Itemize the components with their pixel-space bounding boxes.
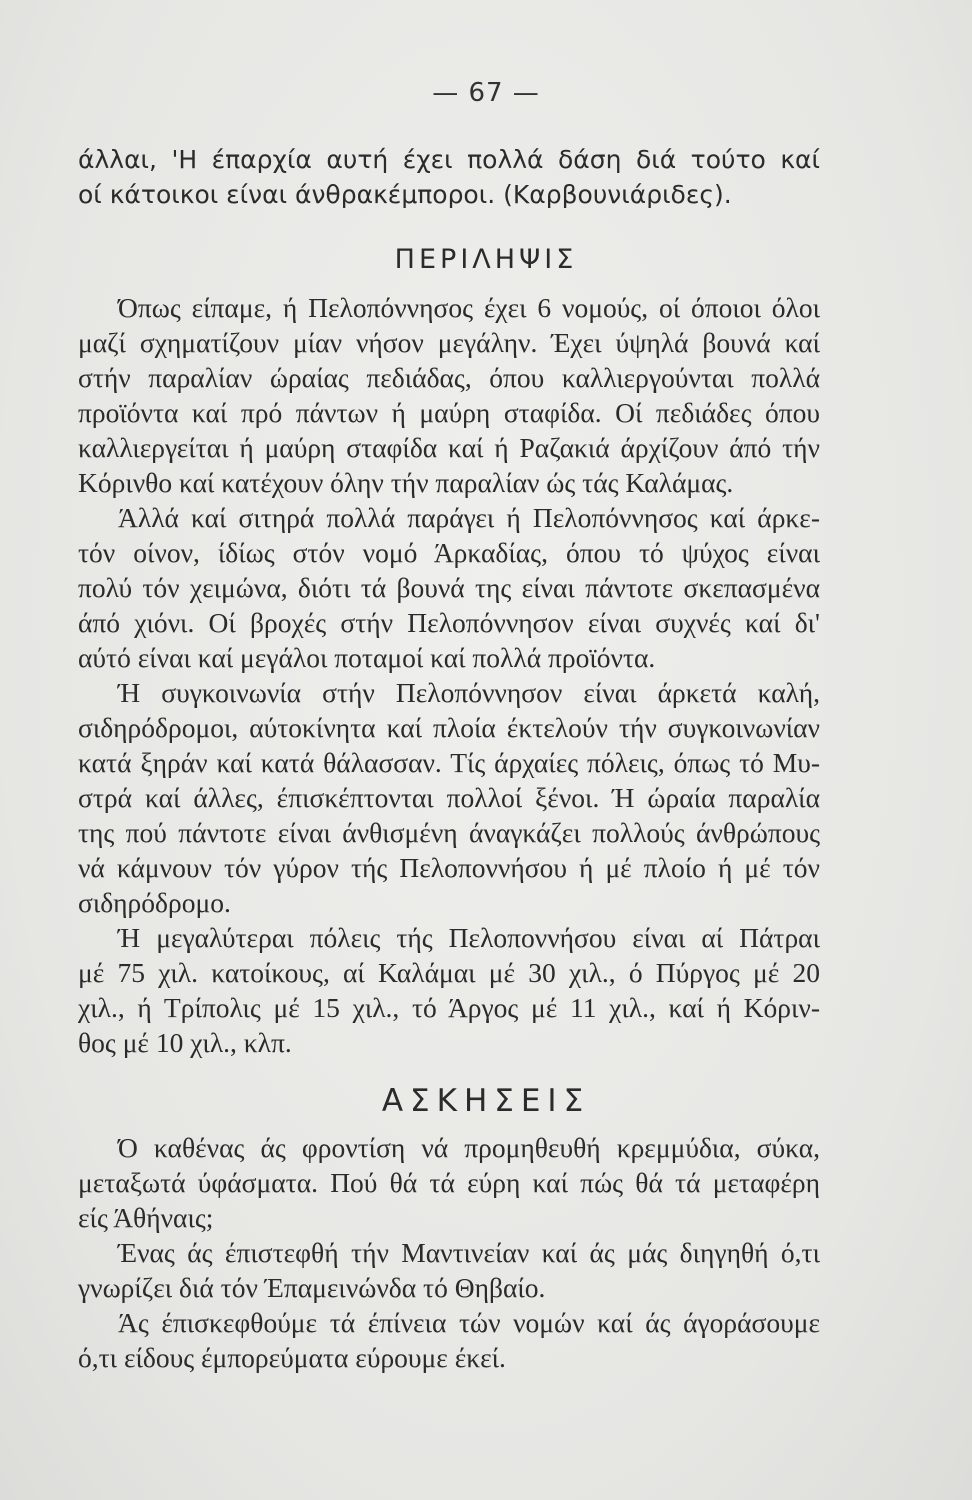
text-line: καλλιεργείται ή μαύρη σταφίδα καί ή Ραζακιά άρχίζουν άπό τήν (78, 432, 820, 463)
text-line: στρά καί άλλες, έπισκέπτονται πολλοί ξένοι. Ή ώραία παραλία (78, 782, 820, 813)
text-line: πολύ τόν χειμώνα, διότι τά βουνά της είναι πάντοτε σκεπασμένα (78, 572, 820, 603)
exercises-section (78, 1130, 820, 1375)
summary-paragraph-3 (78, 675, 820, 920)
exercise-paragraph-3 (78, 1305, 820, 1375)
text-line: οί κάτοικοι είναι άνθρακέμποροι. (Καρβουνιάριδες). (78, 180, 732, 209)
text-line: θος μέ 10 χιλ., κλπ. (78, 1027, 292, 1058)
text-line: Ή μεγαλύτεραι πόλεις τής Πελοποννήσου είναι αί Πάτραι (118, 922, 820, 953)
text-line: σιδηρόδρομοι, αύτοκίνητα καί πλοία έκτελούν τήν συγκοινωνίαν (78, 712, 820, 743)
text-line: Άς έπισκεφθούμε τά έπίνεια τών νομών καί άς άγοράσουμε (118, 1307, 820, 1338)
text-line: αύτό είναι καί μεγάλοι ποταμοί καί πολλά προϊόντα. (78, 642, 656, 673)
text-line: γνωρίζει διά τόν Έπαμεινώνδα τό Θηβαίο. (78, 1272, 546, 1303)
text-line: Όπως είπαμε, ή Πελοπόννησος έχει 6 νομούς, οί όποιοι όλοι (118, 292, 820, 323)
text-line: Κόρινθο καί κατέχουν όλην τήν παραλίαν ώς τάς Καλάμας. (78, 467, 734, 498)
text-line: μέ 75 χιλ. κατοίκους, αί Καλάμαι μέ 30 χιλ., ό Πύργος μέ 20 (78, 957, 820, 988)
text-line: προϊόντα καί πρό πάντων ή μαύρη σταφίδα. Οί πεδιάδες όπου (78, 397, 820, 428)
text-line: άπό χιόνι. Οί βροχές στήν Πελοπόννησον είναι συχνές καί δι' (78, 607, 820, 638)
text-line: νά κάμνουν τόν γύρον τής Πελοποννήσου ή μέ πλοίο ή μέ τόν (78, 852, 820, 883)
text-line: τόν οίνον, ίδίως στόν νομό Άρκαδίας, όπου τό ψύχος είναι (78, 537, 820, 568)
text-line: είς Άθήναις; (78, 1202, 214, 1233)
summary-paragraph-1 (78, 290, 820, 500)
exercises-heading: ΑΣΚΗΣΕΙΣ (381, 1083, 591, 1119)
text-line: σιδηρόδρομο. (78, 887, 231, 918)
summary-heading: ΠΕΡΙΛΗΨΙΣ (394, 244, 578, 275)
text-line: μεταξωτά ύφάσματα. Πού θά τά εύρη καί πώς θά τά μεταφέρη (78, 1167, 820, 1198)
text-line: ό,τι είδους έμπορεύματα εύρουμε έκεί. (78, 1342, 506, 1373)
text-line: Ή συγκοινωνία στήν Πελοπόννησον είναι άρκετά καλή, (118, 677, 820, 708)
summary-section (78, 290, 820, 1060)
text-line: Ό καθένας άς φροντίση νά προμηθευθή κρεμμύδια, σύκα, (118, 1132, 820, 1163)
intro-paragraph (78, 143, 820, 213)
text-line: Άλλά καί σιτηρά πολλά παράγει ή Πελοπόννησος καί άρκε- (118, 502, 820, 533)
text-line: άλλαι, 'Η έπαρχία αυτή έχει πολλά δάση διά τούτο καί (78, 145, 820, 174)
text-line: μαζί σχηματίζουν μίαν νήσον μεγάλην. Έχει ύψηλά βουνά καί (78, 327, 820, 358)
text-line: κατά ξηράν καί κατά θάλασσαν. Τίς άρχαίες πόλεις, όπως τό Μυ- (78, 747, 820, 778)
text-line: στήν παραλίαν ώραίας πεδιάδας, όπου καλλιεργούνται πολλά (78, 362, 820, 393)
text-line: της πού πάντοτε είναι άνθισμένη άναγκάζει πολλούς άνθρώπους (78, 817, 820, 848)
text-line: χιλ., ή Τρίπολις μέ 15 χιλ., τό Άργος μέ 11 χιλ., καί ή Κόριν- (78, 992, 820, 1023)
text-line: Ένας άς έπιστεφθή τήν Μαντινείαν καί άς μάς διηγηθή ό,τι (118, 1237, 820, 1268)
summary-paragraph-2 (78, 500, 820, 675)
exercise-paragraph-1 (78, 1130, 820, 1235)
page-number: — 67 — (432, 78, 540, 108)
exercise-paragraph-2 (78, 1235, 820, 1305)
summary-paragraph-4 (78, 920, 820, 1060)
